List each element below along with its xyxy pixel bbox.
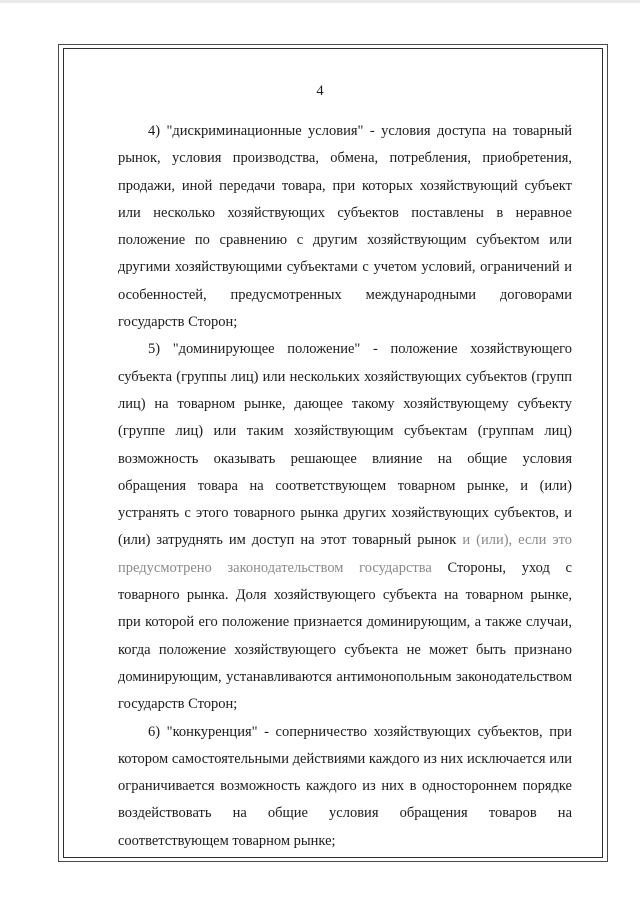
paragraph-dominant-position-end: Стороны, уход с товарного рынка. Доля хозяйствующего субъекта на товарном рынке, при которой его положение признается доминирующим, а также случаи, когда положение хозяйствующего субъекта не может быть признано доминирующим, устанавливаются антимонопольным законодательством государств Сторон; [118, 559, 572, 713]
paragraph-discriminatory-conditions: 4) "дискриминационные условия" - условия доступа на товарный рынок, условия производства, обмена, потребления, приобретения, продажи, иной передачи товара, при которых хозяйствующий субъект или несколько хозяйствующих субъектов поставлены в неравное положение по сравнению с другим хозяйствующим субъектом или другими хозяйствующими субъектами с учетом условий, ограничений и особенностей, предусмотренных международными договорами государств Сторон; [118, 123, 572, 331]
paragraph-competition: 6) "конкуренция" - соперничество хозяйствующих субъектов, при котором самостоятельными действиями каждого из них исключается или ограничивается возможность каждого из них в одностороннем порядке воздействовать на общие условия обращения товаров на соответствующем товарном рынке; [118, 723, 572, 849]
page-number: 4 [316, 83, 324, 99]
paragraph-dominant-position-start: 5) "доминирующее положение" - положение хозяйствующего субъекта (группы лиц) или нескольких хозяйствующих субъектов (групп лиц) на товарном рынке, дающее такому хозяйствующему субъекту (группе лиц) или таким хозяйствующим субъектам (группам лиц) возможность оказывать решающее влияние на общие условия обращения товара на соответствующем товарном рынке, и (или) устранять с этого товарного рынка других хозяйствующих субъектов, и (или) затруднять им доступ на этот товарный рынок [118, 341, 572, 549]
scan-edge [0, 0, 640, 3]
paragraph-dominant-position [118, 336, 572, 718]
faint-scanned-line: и (или), если это предусмотрено законодательством государства [118, 532, 572, 576]
document-body [118, 118, 572, 855]
